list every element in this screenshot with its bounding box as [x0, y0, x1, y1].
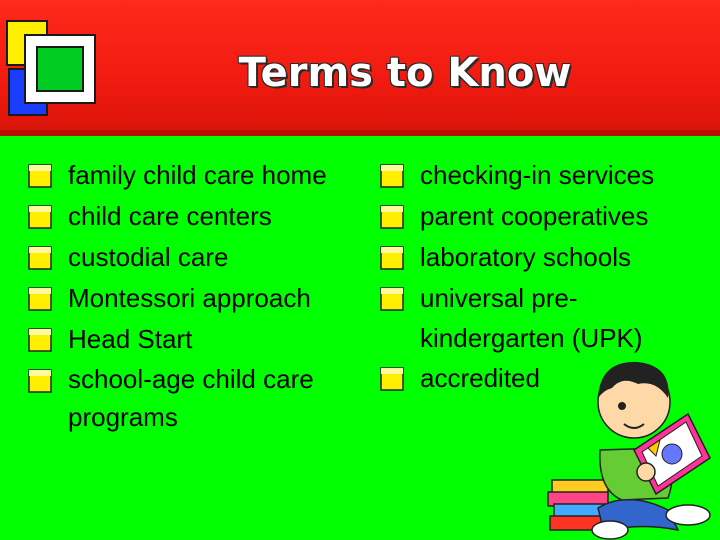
list-item: checking-in services [380, 155, 710, 196]
child-reading-illustration [538, 340, 720, 540]
list-item: custodial care [28, 237, 378, 278]
checkbox-bullet-icon [380, 367, 404, 391]
checkbox-bullet-icon [28, 246, 52, 270]
list-item: school-age child care programs [28, 360, 368, 436]
list-item: laboratory schools [380, 237, 710, 278]
checkbox-bullet-icon [28, 164, 52, 188]
list-item: Montessori approach [28, 278, 378, 319]
list-item: universal pre-kindergarten (UPK) [380, 278, 720, 358]
list-item: child care centers [28, 196, 378, 237]
list-item: accredited [380, 358, 710, 399]
list-item: Head Start [28, 319, 378, 360]
checkbox-bullet-icon [380, 205, 404, 229]
terms-list-left [28, 155, 378, 436]
checkbox-bullet-icon [380, 287, 404, 311]
list-item: family child care home [28, 155, 378, 196]
slide-title: Terms to Know [238, 50, 572, 96]
checkbox-bullet-icon [28, 369, 52, 393]
checkbox-bullet-icon [380, 246, 404, 270]
checkbox-bullet-icon [28, 205, 52, 229]
checkbox-bullet-icon [380, 164, 404, 188]
list-item: parent cooperatives [380, 196, 710, 237]
checkbox-bullet-icon [28, 328, 52, 352]
logo-square-green [36, 46, 84, 92]
checkbox-bullet-icon [28, 287, 52, 311]
title-band [0, 0, 720, 136]
